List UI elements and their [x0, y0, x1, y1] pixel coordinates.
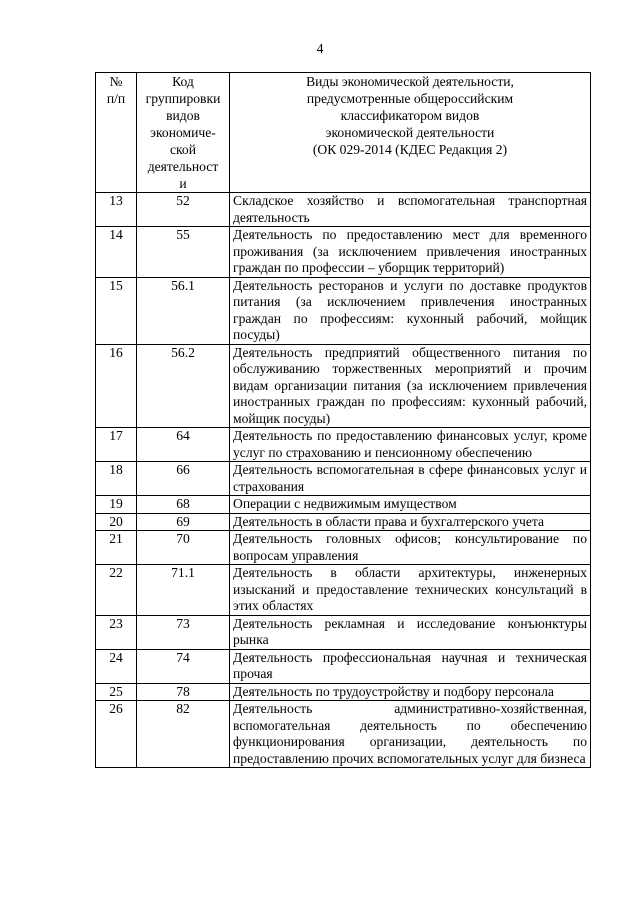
table-row — [96, 344, 591, 428]
row-number: 19 — [96, 496, 137, 514]
activity-code: 55 — [137, 227, 230, 278]
activity-code: 52 — [137, 193, 230, 227]
activity-code: 73 — [137, 615, 230, 649]
activity-description: Деятельность по трудоустройству и подбору персонала — [230, 683, 591, 701]
table-row — [96, 277, 591, 344]
activity-description: Деятельность по предоставлению финансовых услуг, кроме услуг по страхованию и пенсионному обеспечению — [230, 428, 591, 462]
row-number: 21 — [96, 531, 137, 565]
activity-code: 74 — [137, 649, 230, 683]
activity-description: Деятельность вспомогательная в сфере финансовых услуг и страхования — [230, 462, 591, 496]
activity-description: Деятельность в области архитектуры, инженерных изысканий и предоставление технических консультаций в этих областях — [230, 565, 591, 616]
table-row — [96, 428, 591, 462]
activity-code: 71.1 — [137, 565, 230, 616]
table-row — [96, 193, 591, 227]
table-row — [96, 615, 591, 649]
table-row — [96, 513, 591, 531]
activity-code: 56.2 — [137, 344, 230, 428]
header-number: № п/п — [96, 73, 137, 193]
row-number: 22 — [96, 565, 137, 616]
row-number: 17 — [96, 428, 137, 462]
table-row — [96, 701, 591, 768]
row-number: 14 — [96, 227, 137, 278]
row-number: 20 — [96, 513, 137, 531]
activity-code: 78 — [137, 683, 230, 701]
table-row — [96, 683, 591, 701]
activity-description: Операции с недвижимым имуществом — [230, 496, 591, 514]
activity-description: Деятельность головных офисов; консультирование по вопросам управления — [230, 531, 591, 565]
table-row — [96, 462, 591, 496]
activity-code: 70 — [137, 531, 230, 565]
activity-description: Деятельность предприятий общественного питания по обслуживанию торжественных мероприятий и прочим видам организации питания (за исключением привлечения иностранных граждан по профессиям: кухонный рабочий, мойщик посуды) — [230, 344, 591, 428]
header-code: Код группировки видов экономиче- ской деятельност и — [137, 73, 230, 193]
activity-description: Деятельность ресторанов и услуги по доставке продуктов питания (за исключением привлечения иностранных граждан по профессиям: кухонный рабочий, мойщик посуды) — [230, 277, 591, 344]
activity-description: Складское хозяйство и вспомогательная транспортная деятельность — [230, 193, 591, 227]
row-number: 13 — [96, 193, 137, 227]
row-number: 15 — [96, 277, 137, 344]
activity-code: 66 — [137, 462, 230, 496]
activity-description: Деятельность рекламная и исследование конъюнктуры рынка — [230, 615, 591, 649]
row-number: 25 — [96, 683, 137, 701]
activity-code: 68 — [137, 496, 230, 514]
row-number: 26 — [96, 701, 137, 768]
activity-description: Деятельность по предоставлению мест для временного проживания (за исключением привлечения иностранных граждан по профессии – уборщик территорий) — [230, 227, 591, 278]
table-row — [96, 565, 591, 616]
activity-description: Деятельность в области права и бухгалтерского учета — [230, 513, 591, 531]
activities-table — [95, 72, 591, 768]
row-number: 23 — [96, 615, 137, 649]
header-description: Виды экономической деятельности, предусмотренные общероссийским классификатором видов экономической деятельности (ОК 029-2014 (КДЕС Редакция 2) — [230, 73, 591, 193]
table-header-row — [96, 73, 591, 193]
row-number: 16 — [96, 344, 137, 428]
table-row — [96, 496, 591, 514]
activity-code: 69 — [137, 513, 230, 531]
activity-code: 82 — [137, 701, 230, 768]
activity-code: 64 — [137, 428, 230, 462]
activity-description: Деятельность административно-хозяйственная, вспомогательная деятельность по обеспечению функционирования организации, деятельность по предоставлению прочих вспомогательных услуг для бизнеса — [230, 701, 591, 768]
table-row — [96, 649, 591, 683]
page-number: 4 — [316, 42, 324, 57]
table-row — [96, 227, 591, 278]
activity-description: Деятельность профессиональная научная и техническая прочая — [230, 649, 591, 683]
table-row — [96, 531, 591, 565]
row-number: 18 — [96, 462, 137, 496]
row-number: 24 — [96, 649, 137, 683]
activity-code: 56.1 — [137, 277, 230, 344]
